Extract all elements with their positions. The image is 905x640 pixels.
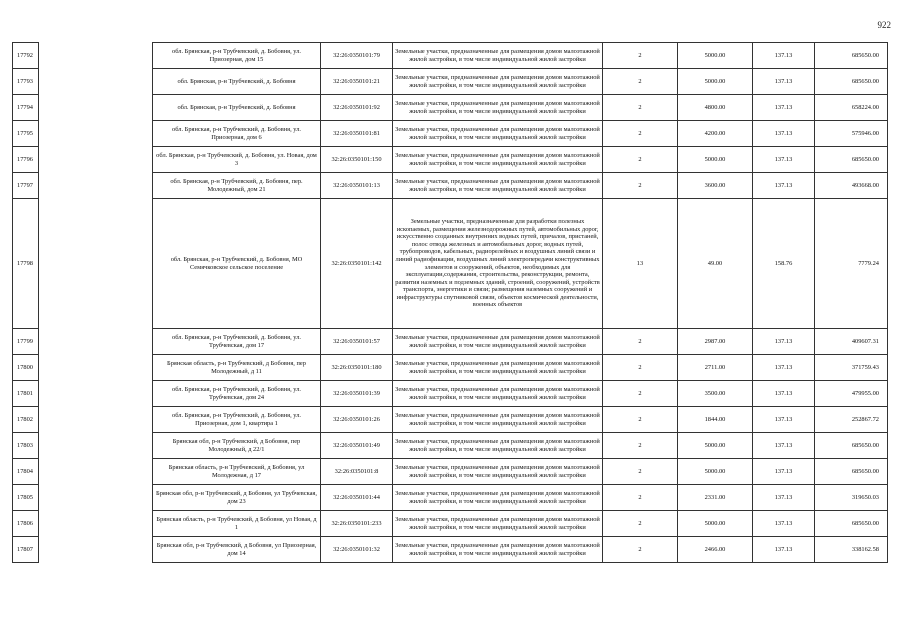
area-cell: 5000.00: [678, 433, 753, 459]
cadastral-number-cell: 32:26:0350101:13: [321, 173, 393, 199]
table-row: [13, 95, 888, 121]
empty-column: [39, 433, 153, 459]
empty-column: [39, 407, 153, 433]
land-use-cell: Земельные участки, предназначенные для размещения домов малоэтажной жилой застройки, в том числе индивидуальной жилой застройки: [393, 459, 603, 485]
address-cell: обл. Брянская, р-н Трубчевский, д. Бобовня, пер. Молодежный, дом 21: [153, 173, 321, 199]
cadastral-value-cell: 371759.43: [815, 355, 888, 381]
use-code-cell: 2: [603, 407, 678, 433]
land-use-cell: Земельные участки, предназначенные для разработки полезных ископаемых, размещения железнодорожных путей, автомобильных дорог, искусственно созданных внутренних водных путей, причалов, пристаней, полос отвода железных и автомобильных дорог, водных путей, трубопроводов, кабельных, радиорелейных и воздушных линий связи и линий радиофикации, воздушных линий электропередачи конструктивных элементов и сооружений, объектов, необходимых для эксплуатации,содержания, строительства, реконструкции, ремонта, развития наземных и подземных зданий, строений, сооружений, устройств транспорта, энергетики и связи; размещения наземных сооружений и инфраструктуры спутниковой связи, объектов космической деятельности, военных объектов: [393, 199, 603, 329]
cadastral-value-cell: 685650.00: [815, 43, 888, 69]
table-row: [13, 537, 888, 563]
area-cell: 4800.00: [678, 95, 753, 121]
address-cell: обл. Брянская, р-н Трубчевский, д. Бобовня: [153, 95, 321, 121]
record-number: 17793: [13, 69, 39, 95]
empty-column: [39, 381, 153, 407]
rate-cell: 137.13: [753, 69, 815, 95]
table-row: [13, 147, 888, 173]
rate-cell: 137.13: [753, 121, 815, 147]
area-cell: 1844.00: [678, 407, 753, 433]
cadastral-value-cell: 319650.03: [815, 485, 888, 511]
land-use-cell: Земельные участки, предназначенные для размещения домов малоэтажной жилой застройки, в том числе индивидуальной жилой застройки: [393, 407, 603, 433]
empty-column: [39, 485, 153, 511]
address-cell: Брянская область, р-н Трубчевский, д Бобовня, ул Молодежная, д 17: [153, 459, 321, 485]
rate-cell: 137.13: [753, 43, 815, 69]
address-cell: обл. Брянская, р-н Трубчевский, д. Бобовня, ул. Приозерная, дом 1, квартира 1: [153, 407, 321, 433]
use-code-cell: 2: [603, 69, 678, 95]
empty-column: [39, 147, 153, 173]
empty-column: [39, 329, 153, 355]
use-code-cell: 13: [603, 199, 678, 329]
address-cell: Брянская обл, р-н Трубчевский, д Бобовня, ул Приозерная, дом 14: [153, 537, 321, 563]
page-number: 922: [877, 20, 891, 30]
cadastral-number-cell: 32:26:0350101:79: [321, 43, 393, 69]
cadastral-number-cell: 32:26:0350101:142: [321, 199, 393, 329]
use-code-cell: 2: [603, 329, 678, 355]
empty-column: [39, 355, 153, 381]
area-cell: 2466.00: [678, 537, 753, 563]
table-row: [13, 69, 888, 95]
address-cell: Брянская обл, р-н Трубчевский, д Бобовня, пер Молодежный, д 22/1: [153, 433, 321, 459]
area-cell: 3600.00: [678, 173, 753, 199]
land-use-cell: Земельные участки, предназначенные для размещения домов малоэтажной жилой застройки, в том числе индивидуальной жилой застройки: [393, 485, 603, 511]
cadastral-number-cell: 32:26:0350101:21: [321, 69, 393, 95]
use-code-cell: 2: [603, 95, 678, 121]
cadastral-value-cell: 685650.00: [815, 511, 888, 537]
area-cell: 5000.00: [678, 459, 753, 485]
table-row: [13, 381, 888, 407]
cadastral-value-cell: 252867.72: [815, 407, 888, 433]
empty-column: [39, 459, 153, 485]
use-code-cell: 2: [603, 485, 678, 511]
address-cell: обл. Брянская, р-н Трубчевский, д. Бобовня, ул. Трубчевская, дом 24: [153, 381, 321, 407]
table-row: [13, 121, 888, 147]
cadastral-number-cell: 32:26:0350101:39: [321, 381, 393, 407]
record-number: 17800: [13, 355, 39, 381]
land-use-cell: Земельные участки, предназначенные для размещения домов малоэтажной жилой застройки, в том числе индивидуальной жилой застройки: [393, 95, 603, 121]
cadastral-value-cell: 685650.00: [815, 433, 888, 459]
land-registry-table: [12, 42, 888, 563]
use-code-cell: 2: [603, 147, 678, 173]
cadastral-value-cell: 685650.00: [815, 69, 888, 95]
area-cell: 5000.00: [678, 43, 753, 69]
land-use-cell: Земельные участки, предназначенные для размещения домов малоэтажной жилой застройки, в том числе индивидуальной жилой застройки: [393, 355, 603, 381]
table-row: [13, 43, 888, 69]
cadastral-value-cell: 409607.31: [815, 329, 888, 355]
record-number: 17807: [13, 537, 39, 563]
area-cell: 2711.00: [678, 355, 753, 381]
record-number: 17794: [13, 95, 39, 121]
address-cell: обл. Брянская, р-н Трубчевский, д. Бобовня, МО Семячковское сельское поселение: [153, 199, 321, 329]
rate-cell: 137.13: [753, 485, 815, 511]
cadastral-number-cell: 32:26:0350101:49: [321, 433, 393, 459]
cadastral-value-cell: 575946.00: [815, 121, 888, 147]
cadastral-number-cell: 32:26:0350101:32: [321, 537, 393, 563]
land-use-cell: Земельные участки, предназначенные для размещения домов малоэтажной жилой застройки, в том числе индивидуальной жилой застройки: [393, 121, 603, 147]
land-use-cell: Земельные участки, предназначенные для размещения домов малоэтажной жилой застройки, в том числе индивидуальной жилой застройки: [393, 329, 603, 355]
cadastral-value-cell: 658224.00: [815, 95, 888, 121]
record-number: 17803: [13, 433, 39, 459]
cadastral-value-cell: 685650.00: [815, 459, 888, 485]
table-row: [13, 407, 888, 433]
table-row: [13, 329, 888, 355]
use-code-cell: 2: [603, 459, 678, 485]
land-use-cell: Земельные участки, предназначенные для размещения домов малоэтажной жилой застройки, в том числе индивидуальной жилой застройки: [393, 381, 603, 407]
table-row: [13, 355, 888, 381]
rate-cell: 137.13: [753, 95, 815, 121]
cadastral-value-cell: 493668.00: [815, 173, 888, 199]
use-code-cell: 2: [603, 355, 678, 381]
rate-cell: 137.13: [753, 147, 815, 173]
address-cell: обл. Брянская, р-н Трубчевский, д. Бобовня, ул. Новая, дом 3: [153, 147, 321, 173]
table-row: [13, 511, 888, 537]
table-row: [13, 433, 888, 459]
address-cell: обл. Брянская, р-н Трубчевский, д. Бобовня: [153, 69, 321, 95]
cadastral-number-cell: 32:26:0350101:81: [321, 121, 393, 147]
cadastral-number-cell: 32:26:0350101:92: [321, 95, 393, 121]
registry-body: [13, 43, 888, 563]
record-number: 17799: [13, 329, 39, 355]
record-number: 17804: [13, 459, 39, 485]
use-code-cell: 2: [603, 173, 678, 199]
rate-cell: 137.13: [753, 459, 815, 485]
empty-column: [39, 173, 153, 199]
record-number: 17792: [13, 43, 39, 69]
address-cell: обл. Брянская, р-н Трубчевский, д. Бобовня, ул. Трубчевская, дом 17: [153, 329, 321, 355]
land-use-cell: Земельные участки, предназначенные для размещения домов малоэтажной жилой застройки, в том числе индивидуальной жилой застройки: [393, 147, 603, 173]
empty-column: [39, 537, 153, 563]
rate-cell: 137.13: [753, 407, 815, 433]
cadastral-number-cell: 32:26:0350101:26: [321, 407, 393, 433]
area-cell: 3500.00: [678, 381, 753, 407]
record-number: 17802: [13, 407, 39, 433]
use-code-cell: 2: [603, 43, 678, 69]
address-cell: обл. Брянская, р-н Трубчевский, д. Бобовня, ул. Приозерная, дом 6: [153, 121, 321, 147]
table-row: [13, 173, 888, 199]
address-cell: Брянская обл, р-н Трубчевский, д Бобовня, ул Трубчевская, дом 23: [153, 485, 321, 511]
rate-cell: 137.13: [753, 173, 815, 199]
use-code-cell: 2: [603, 121, 678, 147]
address-cell: Брянская область, р-н Трубчевский, д Бобовня, пер Молодежный, д 11: [153, 355, 321, 381]
land-use-cell: Земельные участки, предназначенные для размещения домов малоэтажной жилой застройки, в том числе индивидуальной жилой застройки: [393, 173, 603, 199]
empty-column: [39, 511, 153, 537]
rate-cell: 137.13: [753, 511, 815, 537]
table-row: [13, 199, 888, 329]
cadastral-value-cell: 338162.58: [815, 537, 888, 563]
area-cell: 5000.00: [678, 69, 753, 95]
land-use-cell: Земельные участки, предназначенные для размещения домов малоэтажной жилой застройки, в том числе индивидуальной жилой застройки: [393, 43, 603, 69]
address-cell: обл. Брянская, р-н Трубчевский, д. Бобовня, ул. Приозерная, дом 15: [153, 43, 321, 69]
cadastral-value-cell: 479955.00: [815, 381, 888, 407]
land-use-cell: Земельные участки, предназначенные для размещения домов малоэтажной жилой застройки, в том числе индивидуальной жилой застройки: [393, 511, 603, 537]
empty-column: [39, 69, 153, 95]
use-code-cell: 2: [603, 433, 678, 459]
cadastral-number-cell: 32:26:0350101:57: [321, 329, 393, 355]
land-use-cell: Земельные участки, предназначенные для размещения домов малоэтажной жилой застройки, в том числе индивидуальной жилой застройки: [393, 433, 603, 459]
empty-column: [39, 95, 153, 121]
use-code-cell: 2: [603, 511, 678, 537]
table-row: [13, 485, 888, 511]
area-cell: 2987.00: [678, 329, 753, 355]
area-cell: 5000.00: [678, 147, 753, 173]
area-cell: 5000.00: [678, 511, 753, 537]
empty-column: [39, 199, 153, 329]
land-use-cell: Земельные участки, предназначенные для размещения домов малоэтажной жилой застройки, в том числе индивидуальной жилой застройки: [393, 69, 603, 95]
record-number: 17796: [13, 147, 39, 173]
cadastral-number-cell: 32:26:0350101:150: [321, 147, 393, 173]
record-number: 17797: [13, 173, 39, 199]
cadastral-number-cell: 32:26:0350101:44: [321, 485, 393, 511]
record-number: 17806: [13, 511, 39, 537]
empty-column: [39, 43, 153, 69]
area-cell: 4200.00: [678, 121, 753, 147]
rate-cell: 137.13: [753, 537, 815, 563]
rate-cell: 158.76: [753, 199, 815, 329]
record-number: 17798: [13, 199, 39, 329]
use-code-cell: 2: [603, 537, 678, 563]
area-cell: 49.00: [678, 199, 753, 329]
use-code-cell: 2: [603, 381, 678, 407]
address-cell: Брянская область, р-н Трубчевский, д Бобовня, ул Новая, д 1: [153, 511, 321, 537]
rate-cell: 137.13: [753, 433, 815, 459]
cadastral-value-cell: 685650.00: [815, 147, 888, 173]
cadastral-value-cell: 7779.24: [815, 199, 888, 329]
record-number: 17801: [13, 381, 39, 407]
rate-cell: 137.13: [753, 355, 815, 381]
cadastral-number-cell: 32:26:0350101:180: [321, 355, 393, 381]
cadastral-number-cell: 32:26:0350101:233: [321, 511, 393, 537]
rate-cell: 137.13: [753, 329, 815, 355]
table-row: [13, 459, 888, 485]
rate-cell: 137.13: [753, 381, 815, 407]
land-use-cell: Земельные участки, предназначенные для размещения домов малоэтажной жилой застройки, в том числе индивидуальной жилой застройки: [393, 537, 603, 563]
area-cell: 2331.00: [678, 485, 753, 511]
cadastral-number-cell: 32:26:0350101:8: [321, 459, 393, 485]
record-number: 17795: [13, 121, 39, 147]
record-number: 17805: [13, 485, 39, 511]
empty-column: [39, 121, 153, 147]
